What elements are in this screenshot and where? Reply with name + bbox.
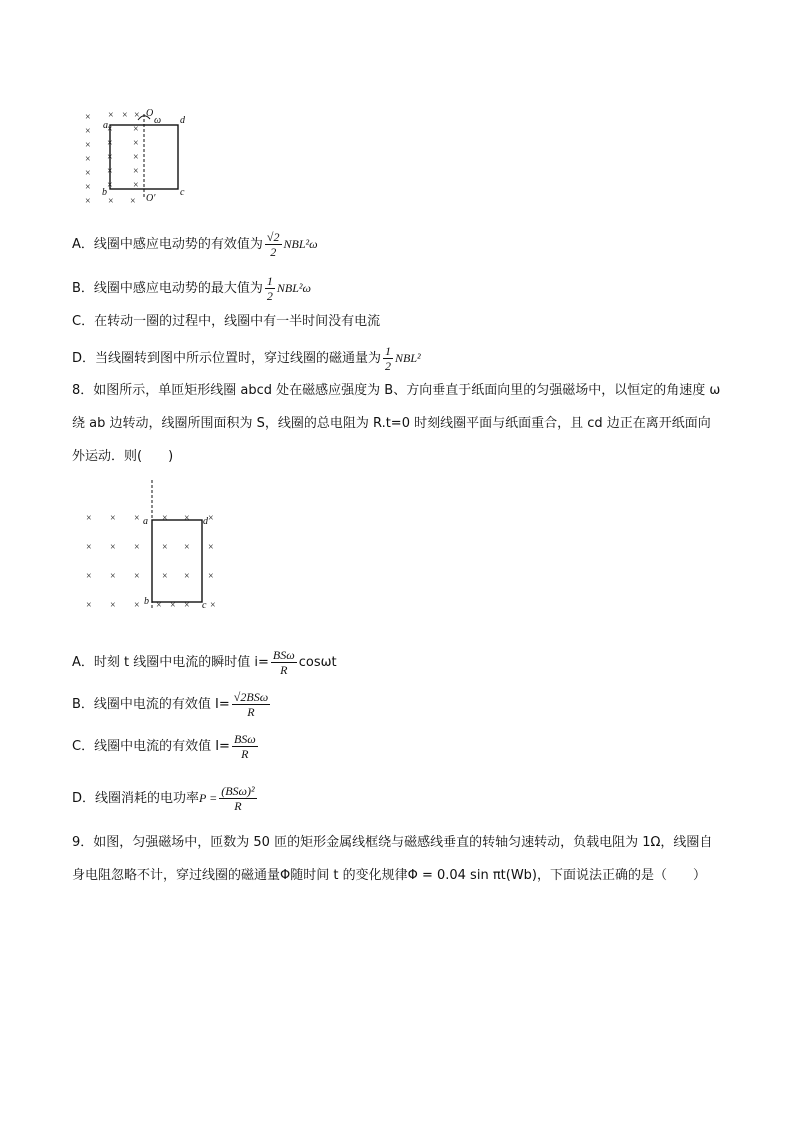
field-cross: × — [162, 513, 168, 524]
field-cross: × — [86, 542, 92, 553]
field-cross: × — [162, 571, 168, 582]
option-text: D．当线圈转到图中所示位置时，穿过线圈的磁通量为 — [72, 351, 382, 366]
field-cross: × — [184, 513, 190, 524]
field-cross: × — [184, 571, 190, 582]
field-cross: × — [85, 126, 91, 137]
label-c: c — [202, 600, 207, 611]
field-cross: × — [184, 542, 190, 553]
option-text: D．线圈消耗的电功率 — [72, 791, 200, 806]
option-text: B．线圈中感应电动势的最大值为 — [72, 281, 263, 296]
field-cross: × — [184, 600, 190, 611]
label-O-prime: O′ — [146, 193, 156, 204]
field-cross: × — [208, 513, 214, 524]
field-cross: × — [85, 154, 91, 165]
field-cross: × — [110, 542, 116, 553]
label-c: c — [180, 187, 185, 198]
field-cross: × — [162, 542, 168, 553]
label-b: b — [102, 187, 107, 198]
field-cross: × — [86, 600, 92, 611]
field-cross: × — [134, 600, 140, 611]
label-b: b — [144, 596, 149, 607]
fraction: $\frac{\text{(BSω)²}}{R}$ — [221, 784, 255, 813]
field-cross: × — [108, 110, 114, 121]
field-cross: × — [122, 110, 128, 121]
fraction: $\frac{\text{BSω}}{R}$ — [272, 648, 295, 677]
label-a: a — [103, 120, 108, 131]
field-cross: × — [85, 182, 91, 193]
field-cross: × — [130, 196, 136, 207]
field-cross: × — [85, 112, 91, 123]
field-cross: × — [134, 110, 140, 121]
field-cross: × — [85, 140, 91, 151]
q8-stem: 8．如图所示，单匝矩形线圈 abcd 处在磁感应强度为 B、方向垂直于纸面向里的匀强磁场中，以恒定的角速度 ω绕 ab 边转动，线圈所围面积为 S，线圈的总电阻为 R.t=0 时刻线圈平面与纸面重合，且 cd 边正在离开纸面向外运动．则( ) — [72, 383, 721, 464]
field-cross: × — [156, 600, 162, 611]
field-cross: × — [133, 166, 139, 177]
q7-option-c — [72, 312, 380, 332]
figure-coil-1 — [80, 106, 220, 210]
q7-option-b: B．线圈中感应电动势的最大值为 $\frac{1}{2}$ NBL²ω — [72, 274, 311, 303]
label-d: d — [180, 115, 185, 126]
q8-option-c — [72, 732, 260, 761]
field-cross: × — [170, 600, 176, 611]
field-cross: × — [110, 600, 116, 611]
field-cross: × — [133, 124, 139, 135]
field-cross: × — [107, 152, 113, 163]
q7-option-a: A．线圈中感应电动势的有效值为 $\frac{√2}{2}$ NBL²ω — [72, 230, 318, 259]
field-cross: × — [107, 180, 113, 191]
label-omega: ω — [154, 115, 162, 126]
label-O: O — [146, 108, 154, 119]
field-cross: × — [86, 513, 92, 524]
option-text: B．线圈中电流的有效值 I= — [72, 697, 230, 712]
option-text: C．线圈中电流的有效值 I= — [72, 739, 230, 754]
field-cross: × — [108, 196, 114, 207]
fraction: $\frac{1}{2}$ — [385, 344, 392, 373]
field-cross: × — [107, 166, 113, 177]
field-cross: × — [134, 542, 140, 553]
option-text: A．时刻 t 线圈中电流的瞬时值 i= — [72, 655, 269, 670]
label-a: a — [143, 516, 148, 527]
figure-coil-2 — [84, 480, 224, 612]
field-cross: × — [110, 571, 116, 582]
field-cross: × — [133, 138, 139, 149]
field-cross: × — [107, 124, 113, 135]
option-text: A．线圈中感应电动势的有效值为 — [72, 237, 263, 252]
q8-option-b — [72, 690, 272, 719]
q8-option-d: D．线圈消耗的电功率P = $\frac{\text{(BSω)²}}{R}$ — [72, 784, 255, 813]
field-cross: × — [208, 571, 214, 582]
field-cross: × — [134, 571, 140, 582]
field-cross: × — [210, 600, 216, 611]
fraction: $\frac{√2}{2}$ — [266, 230, 280, 259]
q7-option-d: D．当线圈转到图中所示位置时，穿过线圈的磁通量为 $\frac{1}{2}$ NBL² — [72, 344, 421, 373]
field-cross: × — [107, 138, 113, 149]
field-cross: × — [86, 571, 92, 582]
q9-stem: 9．如图，匀强磁场中，匝数为 50 匝的矩形金属线框绕与磁感线垂直的转轴匀速转动，负载电阻为 1Ω，线圈自身电阻忽略不计，穿过线圈的磁通量Φ随时间 t 的变化规律Φ = 0.04 sin πt(Wb)，下面说法正确的是（ ） — [72, 835, 713, 883]
option-text: C．在转动一圈的过程中，线圈中有一半时间没有电流 — [72, 314, 381, 329]
field-cross: × — [208, 542, 214, 553]
field-cross: × — [85, 196, 91, 207]
field-cross: × — [85, 168, 91, 179]
field-cross: × — [110, 513, 116, 524]
fraction: $\frac{\text{√2BSω}}{R}$ — [233, 690, 269, 719]
field-cross: × — [134, 513, 140, 524]
field-cross: × — [133, 180, 139, 191]
label-d: d — [203, 516, 208, 527]
q8-option-a: A．时刻 t 线圈中电流的瞬时值 i= $\frac{\text{BSω}}{R}$ cosωt — [72, 648, 337, 677]
fraction: $\frac{\text{BSω}}{R}$ — [233, 732, 256, 761]
fraction: $\frac{1}{2}$ — [266, 274, 273, 303]
field-cross: × — [133, 152, 139, 163]
